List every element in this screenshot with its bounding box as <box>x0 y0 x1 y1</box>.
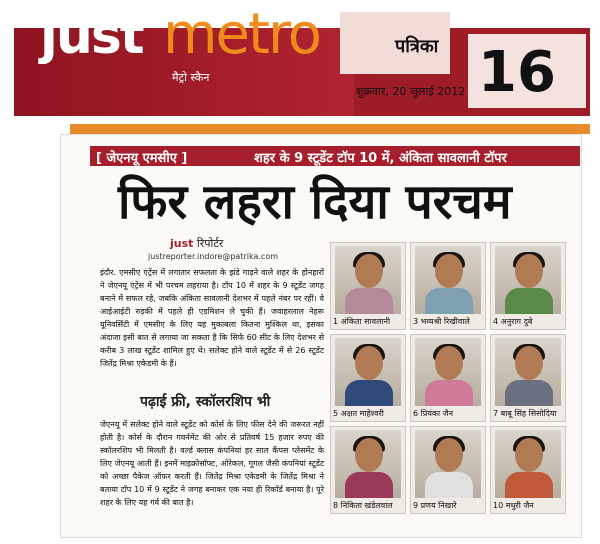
student-card <box>330 426 406 514</box>
student-caption: 8 निकिता खंडेलवाल <box>333 501 393 510</box>
article-subhead: पढ़ाई फ्री, स्कॉलरशिप भी <box>140 394 271 410</box>
student-caption: 10 मधुरी जैन <box>493 501 534 510</box>
student-caption: 9 प्रणय निखारे <box>413 501 457 510</box>
student-card <box>410 334 486 422</box>
student-photo <box>495 430 561 498</box>
student-caption: 3 भव्यश्री रिखीवाले <box>413 317 470 326</box>
student-photo <box>495 246 561 314</box>
student-card <box>330 242 406 330</box>
student-caption: 6 प्रियंका जैन <box>413 409 454 418</box>
student-photo <box>415 430 481 498</box>
student-photo <box>335 338 401 406</box>
paper-name: पत्रिका <box>395 36 439 57</box>
issue-date: शुक्रवार, 20 जुलाई 2012 <box>356 85 466 98</box>
reporter-email: justreporter.indore@patrika.com <box>148 252 279 261</box>
brand-subtitle: मैट्रो स्कैन <box>172 71 210 84</box>
student-caption: 1 अंकिता सावलानी <box>333 317 391 326</box>
student-caption: 5 अक्षत माहेश्वरी <box>333 409 384 418</box>
reporter-brand: just <box>170 237 194 250</box>
student-card <box>490 334 566 422</box>
student-photo <box>495 338 561 406</box>
student-photo <box>415 338 481 406</box>
student-card <box>410 242 486 330</box>
student-card <box>330 334 406 422</box>
student-card <box>490 426 566 514</box>
page-number: 16 <box>478 40 556 105</box>
brand-just: just <box>40 6 143 66</box>
student-card <box>490 242 566 330</box>
article-paragraph-1: इंदौर. एमसीए एंट्रेंस में लगातार सफलता के झंडे गाड़ने वाले शहर के होनहारों ने जेएनयू एंट्रेंस में भी परचम लहराया है। टॉप 10 में शहर के 9 स्टूडेंट जगह बनाने में सफल रहे, जबकि अंकिता सावलानी देशभर में पहले नंबर पर रहीं। वे आईआईटी रुड़की में पहले ही एडमिशन ले चुकी हैं। जवाहरलाल नेहरू यूनिवर्सिटी में एमसीए के लिए यह मुकाबला कितना मुश्किल था, इसका अंदाजा इसी बात से लगाया जा सकता है कि सिर्फ 60 सीट के लिए देशभर से करीब 3 लाख स्टूडेंट शामिल हुए थे। सलेक्ट होने वाले स्टूडेंट में से 26 स्टूडेंट जितेंद्र मिश्रा एकेडमी के हैं। <box>100 268 324 368</box>
article-paragraph-2: जेएनयू में सलेक्ट होने वाले स्टूडेंट को कोर्स के लिए फीस देने की जरूरत नहीं होती है। कोर्स के दौरान गवर्नमेंट की ओर से प्रतिवर्ष 15 हजार रुपए की स्कॉलरशिप भी मिलती है। वर्ल्ड क्लास कंपनियां हर साल कैंपस प्लेसमेंट के लिए जेएनयू आती हैं। इनमें माइक्रोसॉफ्ट, ओरेकल, गूगल जैसी कंपनियां स्टूडेंट को अच्छा पैकेज ऑफर करती हैं। जितेंद्र मिश्रा एकेडमी के जितेंद्र मिश्रा ने बताया टॉप 10 में 9 स्टूडेंट ने जगह बनाकर एक नया ही रिकॉर्ड बनाया है। पूरे शहर के लिए यह गर्व की बात है। <box>100 420 324 507</box>
student-caption: 4 अनुराग दुबे <box>493 317 533 326</box>
orange-divider <box>70 124 590 134</box>
kicker-tag: [ जेएनयू एमसीए ] <box>96 151 188 166</box>
reporter-label: रिपोर्टर <box>196 237 224 250</box>
student-card <box>410 426 486 514</box>
student-photo <box>335 246 401 314</box>
student-caption: 7 बाबू सिंह सिसोदिया <box>493 409 557 418</box>
reporter-line <box>170 236 223 251</box>
headline: फिर लहरा दिया परचम <box>118 174 512 230</box>
brand-metro: metro <box>163 2 321 67</box>
student-photo <box>335 430 401 498</box>
student-photo <box>415 246 481 314</box>
kicker-text: शहर के 9 स्टूडेंट टॉप 10 में, अंकिता सावलानी टॉपर <box>254 151 507 166</box>
